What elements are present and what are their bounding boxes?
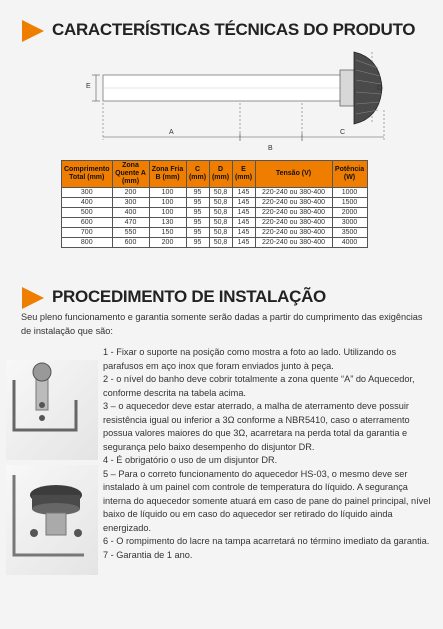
table-cell: 220-240 ou 380-400 [255,228,332,238]
table-row [62,188,368,198]
installation-step: 6 - O rompimento do lacre na tampa acarretará no término imediato da garantia. [103,536,430,546]
table-cell: 220-240 ou 380-400 [255,238,332,248]
table-cell: 50,8 [209,238,232,248]
installation-steps [103,346,435,562]
table-cell: 220-240 ou 380-400 [255,218,332,228]
table-cell: 3500 [332,228,367,238]
table-cell: 145 [232,198,255,208]
table-cell: 100 [149,198,186,208]
installation-step: 7 - Garantia de 1 ano. [103,549,193,560]
table-cell: 95 [186,198,209,208]
table-cell: 470 [112,218,149,228]
table-cell: 50,8 [209,198,232,208]
section-title-installation: PROCEDIMENTO DE INSTALAÇÃO [52,287,326,306]
col-header-tensao: Tensão (V) [255,161,332,188]
col-header-c: C (mm) [186,161,209,188]
section-arrow-icon [22,287,44,309]
table-cell: 300 [112,198,149,208]
table-row [62,218,368,228]
table-cell: 95 [186,238,209,248]
table-cell: 500 [62,208,113,218]
table-cell: 130 [149,218,186,228]
dim-label-d: D [377,85,383,92]
table-cell: 95 [186,188,209,198]
installation-step: 1 - Fixar o suporte na posição como mostra a foto ao lado. Utilizando os parafusos em aço inox que foram enviados junto à peça. [103,347,397,371]
table-cell: 3000 [332,218,367,228]
col-header-potencia: Potência (W) [332,161,367,188]
table-cell: 145 [232,188,255,198]
table-cell: 50,8 [209,208,232,218]
table-cell: 400 [112,208,149,218]
table-cell: 200 [112,188,149,198]
table-cell: 2000 [332,208,367,218]
table-row [62,228,368,238]
table-cell: 220-240 ou 380-400 [255,208,332,218]
table-cell: 200 [149,238,186,248]
table-header-row [62,161,368,188]
table-cell: 50,8 [209,228,232,238]
installation-step: 2 - o nível do banho deve cobrir totalmente a zona quente “A” do Aquecedor, conforme descrita na tabela acima. [103,374,415,398]
dim-label-b: B [268,145,273,152]
table-cell: 300 [62,188,113,198]
table-row [62,208,368,218]
col-header-e: E (mm) [232,161,255,188]
product-dimension-diagram [0,36,443,156]
table-cell: 145 [232,218,255,228]
table-cell: 145 [232,238,255,248]
table-cell: 100 [149,188,186,198]
table-cell: 600 [62,218,113,228]
table-cell: 100 [149,208,186,218]
table-cell: 700 [62,228,113,238]
col-header-comprimento: Comprimento Total (mm) [62,161,113,188]
table-cell: 800 [62,238,113,248]
dim-label-e: E [86,83,91,90]
spec-table [61,160,368,248]
table-cell: 4000 [332,238,367,248]
table-cell: 145 [232,208,255,218]
table-cell: 1500 [332,198,367,208]
table-cell: 150 [149,228,186,238]
section-title-specs: CARACTERÍSTICAS TÉCNICAS DO PRODUTO [52,20,416,39]
dim-label-a: A [169,129,174,136]
col-header-zona-fria: Zona Fria B (mm) [149,161,186,188]
table-cell: 95 [186,228,209,238]
col-header-zona-quente: Zona Quente A (mm) [112,161,149,188]
table-cell: 95 [186,208,209,218]
table-cell: 400 [62,198,113,208]
table-cell: 50,8 [209,188,232,198]
installation-intro: Seu pleno funcionamento e garantia somente serão dadas a partir do cumprimento das exigências de instalação que são: [21,312,423,336]
mounting-bracket-photo [6,360,98,460]
installation-step: 5 – Para o correto funcionamento do aquecedor HS-03, o mesmo deve ser instalado à um painel com controle de temperatura do líquido. A segurança interna do aquecedor somente atuará em caso de pane do painel principal, nível baixo de líquido ou em caso do aquecedor ser retirado do líquido ainda energizado. [103,468,431,533]
table-cell: 145 [232,228,255,238]
table-cell: 220-240 ou 380-400 [255,188,332,198]
heater-collar [340,70,354,106]
col-header-d: D (mm) [209,161,232,188]
table-cell: 95 [186,218,209,228]
table-row [62,238,368,248]
table-cell: 600 [112,238,149,248]
installation-step: 3 – o aquecedor deve estar aterrado, a malha de aterramento deve possuir resistência igual ou inferior a 3Ω conforme a NBR5410, caso o aterramento possua valores maiores do que 3Ω, acarretara na perda total da garantia e segurança pelo baixo desempenho do disjuntor DR. [103,401,410,452]
table-cell: 1000 [332,188,367,198]
table-cell: 50,8 [209,218,232,228]
table-cell: 550 [112,228,149,238]
table-row [62,198,368,208]
installation-step: 4 - É obrigatório o uso de um disjuntor DR. [103,455,278,465]
dim-label-c: C [340,129,346,136]
heater-installed-photo [6,465,98,575]
table-cell: 220-240 ou 380-400 [255,198,332,208]
